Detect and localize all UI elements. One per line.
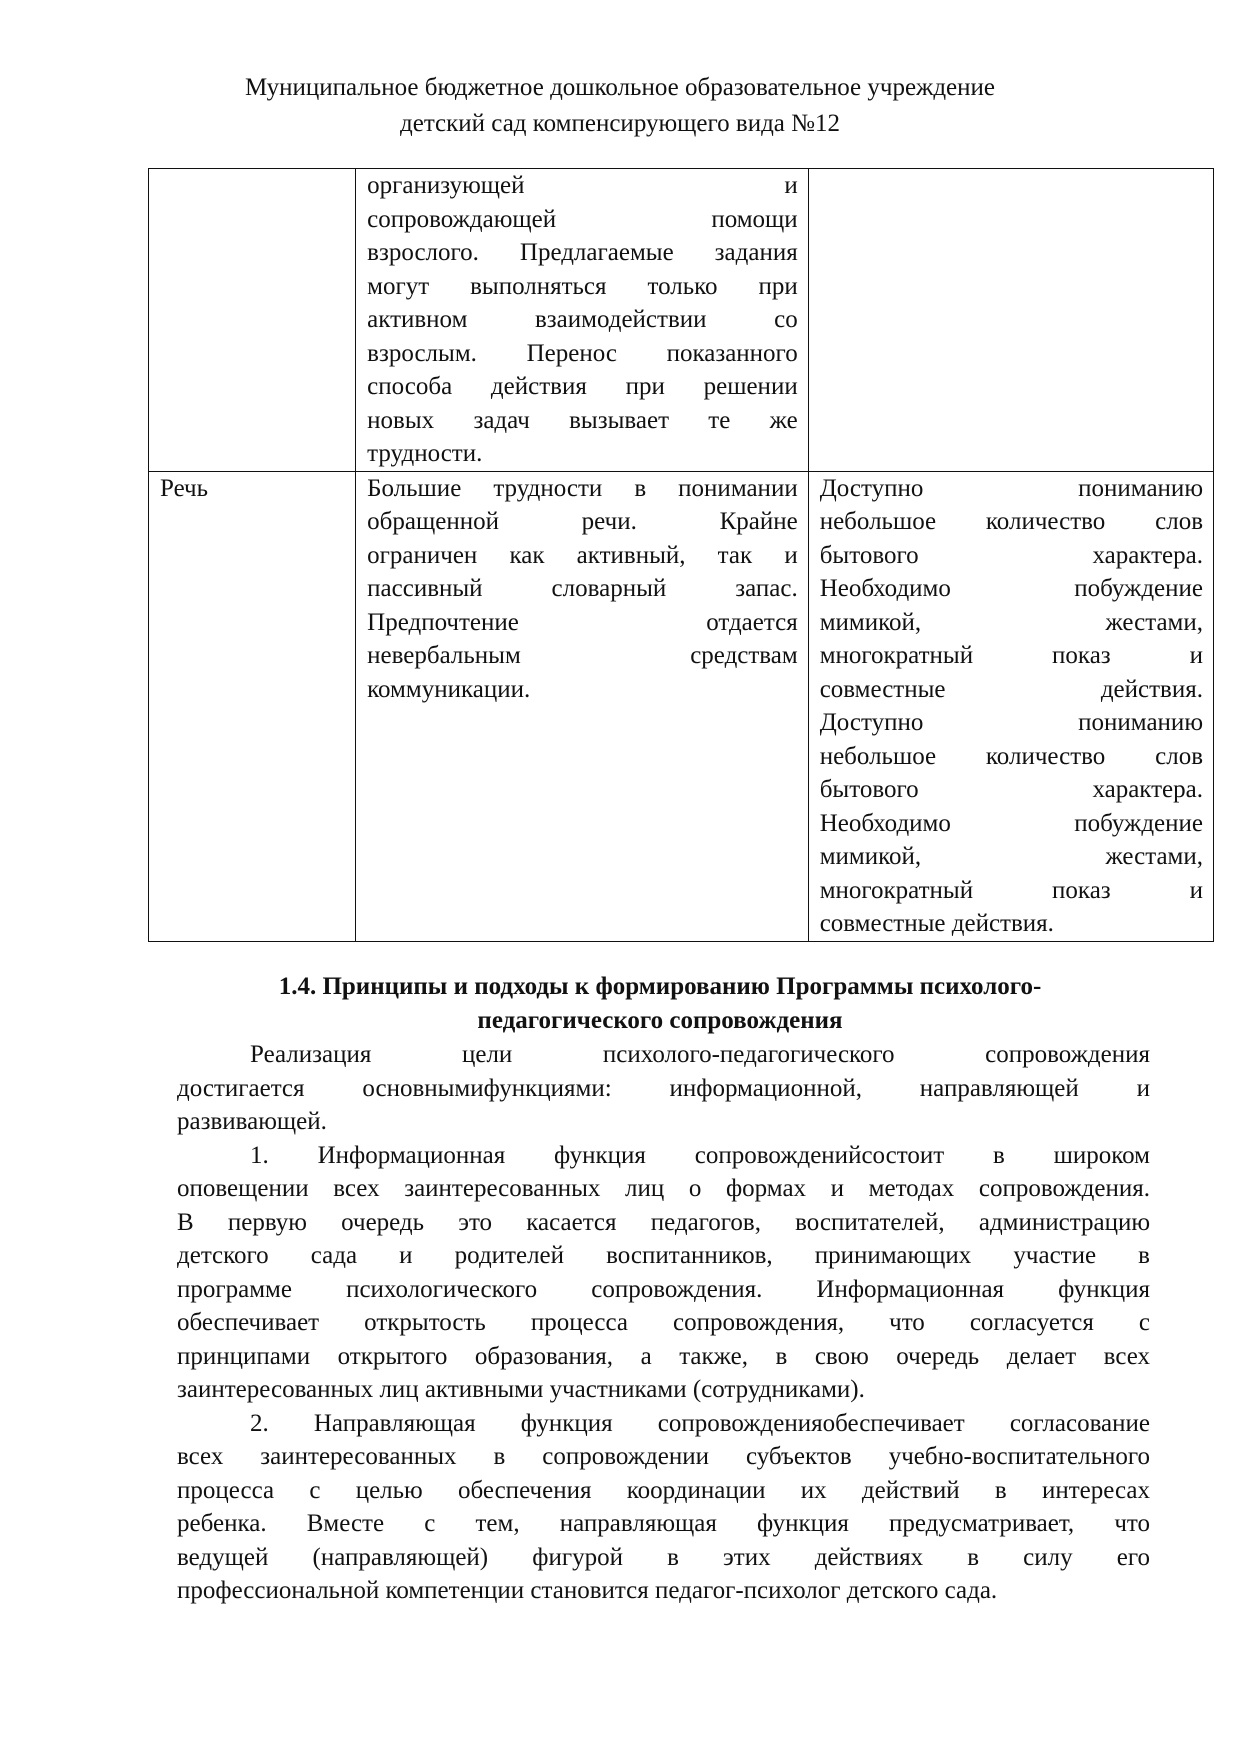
table-text-line: Необходимо побуждение — [819, 809, 1203, 837]
table-text-line: Необходимо побуждение — [819, 575, 1203, 602]
table-text-line: коммуникации. — [367, 675, 531, 703]
table-row — [149, 471, 1214, 941]
table-text-line: трудности. — [367, 440, 483, 467]
table-text-line: совместные действия. — [819, 910, 1054, 937]
section-heading-line: 1.4. Принципы и подходы к формированию Программы психолого- — [278, 973, 1042, 1000]
table-cell-label — [149, 169, 356, 472]
table-cell-note — [808, 471, 1213, 941]
table-text-line: обращенной речи. Крайне — [367, 508, 798, 535]
table-text-line: бытового характера. — [819, 541, 1203, 569]
table-text-line: мимикой, жестами, — [819, 843, 1203, 870]
table-text-line: Предпочтение отдается — [367, 608, 798, 636]
paragraph-guiding-function — [177, 1407, 1150, 1608]
table-text-line: новых задач вызывает те же — [367, 406, 798, 434]
table-cell-note — [808, 169, 1213, 472]
paragraph-informational-function — [177, 1139, 1150, 1407]
section-heading-line: педагогического сопровождения — [477, 1006, 843, 1034]
paragraph-line: принципами открытого образования, а также, в свою очередь делает всех — [177, 1342, 1150, 1370]
table-text-line: пассивный словарный запас. — [367, 575, 798, 602]
table-text-line: небольшое количество слов — [819, 742, 1203, 770]
table-cell-description — [356, 471, 809, 941]
table-text-line: взрослым. Перенос показанного — [367, 339, 798, 367]
paragraph-line: достигается основнымифункциями: информационной, направляющей и — [177, 1074, 1150, 1102]
table-text-line: многократный показ и — [819, 642, 1203, 669]
paragraph-line: ведущей (направляющей) фигурой в этих действиях в силу его — [177, 1543, 1150, 1571]
paragraph-line: Реализация цели психолого-педагогического сопровождения — [250, 1041, 1150, 1068]
table-text-line: организующей и — [367, 172, 798, 199]
paragraph-line: всех заинтересованных в сопровождении субъектов учебно-воспитательного — [177, 1443, 1150, 1470]
table-text-line: мимикой, жестами, — [819, 608, 1203, 636]
paragraph-line: заинтересованных лиц активными участниками (сотрудниками). — [177, 1376, 865, 1403]
table-text-line: небольшое количество слов — [819, 508, 1203, 535]
paragraph-line: В первую очередь это касается педагогов, воспитателей, администрацию — [177, 1208, 1150, 1236]
header-line-kindergarten: детский сад компенсирующего вида №12 — [400, 110, 840, 137]
table-text-line: сопровождающей помощи — [367, 205, 798, 233]
table-text-line: Большие трудности в понимании — [367, 474, 798, 502]
paragraph-goal — [177, 1038, 1150, 1139]
paragraph-line: развивающей. — [177, 1108, 327, 1135]
table-row — [149, 169, 1214, 472]
table-text-line: взрослого. Предлагаемые задания — [367, 239, 798, 266]
table-text-line: совместные действия. — [819, 675, 1203, 703]
table-text-line: могут выполняться только при — [367, 272, 798, 300]
paragraph-line: оповещении всех заинтересованных лиц о формах и методах сопровождения. — [177, 1175, 1150, 1202]
table-cell-description — [356, 169, 809, 472]
section-body — [177, 1038, 1150, 1608]
paragraph-line: ребенка. Вместе с тем, направляющая функция предусматривает, что — [177, 1510, 1150, 1537]
document-header — [150, 70, 1090, 142]
table-cell-label: Речь — [149, 471, 356, 941]
table-text-line: Доступно пониманию — [819, 474, 1203, 502]
paragraph-line: процесса с целью обеспечения координации их действий в интересах — [177, 1476, 1150, 1504]
header-line-institution: Муниципальное бюджетное дошкольное образовательное учреждение — [245, 74, 995, 101]
section-heading — [170, 970, 1150, 1037]
table-text-line: невербальным средствам — [367, 642, 798, 669]
table-text-line: активном взаимодействии со — [367, 306, 798, 333]
paragraph-line: программе психологического сопровождения. Информационная функция — [177, 1275, 1150, 1303]
table-text-line: бытового характера. — [819, 776, 1203, 803]
table-text-line: Доступно пониманию — [819, 709, 1203, 736]
table-text-line: ограничен как активный, так и — [367, 541, 798, 569]
paragraph-line: профессиональной компетенции становится педагог-психолог детского сада. — [177, 1577, 998, 1604]
table-text-line: многократный показ и — [819, 876, 1203, 904]
paragraph-line: 1. Информационная функция сопровожденийсостоит в широком — [250, 1141, 1150, 1169]
characteristics-table — [148, 168, 1214, 942]
paragraph-line: детского сада и родителей воспитанников, принимающих участие в — [177, 1242, 1150, 1269]
paragraph-line: 2. Направляющая функция сопровожденияобеспечивает согласование — [250, 1409, 1150, 1437]
paragraph-line: обеспечивает открытость процесса сопровождения, что согласуется с — [177, 1309, 1150, 1336]
table-text-line: способа действия при решении — [367, 373, 798, 400]
